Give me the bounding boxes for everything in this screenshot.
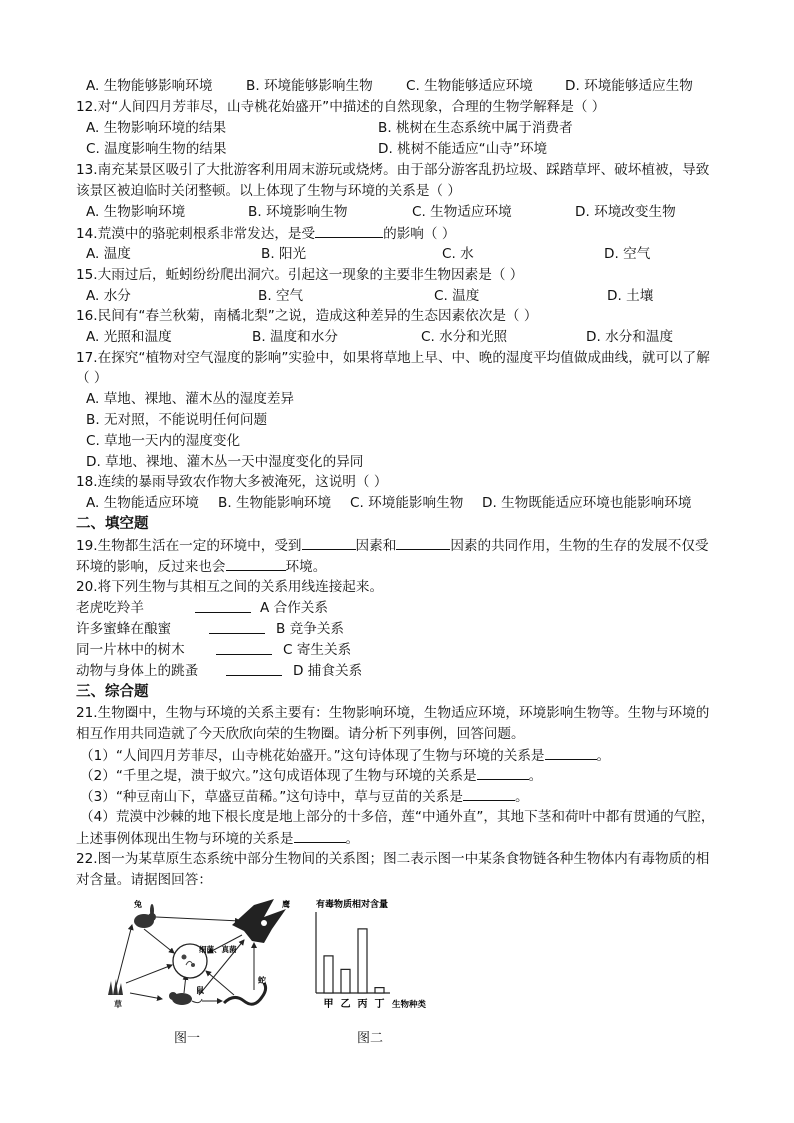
q20-item-1: 老虎吃羚羊 bbox=[76, 600, 144, 616]
microbe-dot bbox=[182, 955, 187, 960]
chart-title: 有毒物质相对含量 bbox=[316, 900, 389, 910]
q21-sub3-text: （3）“种豆南山下，草盛豆苗稀。”这句诗中，草与豆苗的关系是 bbox=[80, 789, 463, 805]
q19-line2-b: 环境。 bbox=[285, 559, 327, 575]
q20-item-4: 动物与身体上的跳蚤 bbox=[76, 663, 199, 679]
q21-sub1-end: 。 bbox=[596, 748, 611, 764]
q17-option-a: A. 草地、裸地、灌木丛的湿度差异 bbox=[86, 391, 295, 407]
bar-乙 bbox=[341, 969, 350, 993]
q13-option-d: D. 环境改变生物 bbox=[575, 204, 676, 220]
microbe-dot bbox=[191, 963, 195, 967]
q22-stem-line2: 对含量。请据图回答： bbox=[76, 872, 212, 888]
q19-line2-a: 环境的影响，反过来也会 bbox=[76, 559, 226, 575]
q21-sub2-text: （2）“千里之堤，溃于蚁穴。”这句成语体现了生物与环境的关系是 bbox=[80, 768, 477, 784]
q16-option-b: B. 温度和水分 bbox=[252, 329, 338, 345]
q21-blank-4[interactable] bbox=[294, 828, 346, 843]
q14-stem-b: 的影响（ ） bbox=[383, 226, 456, 242]
q20-relation-a: A 合作关系 bbox=[260, 600, 328, 616]
x-tick-label: 乙 bbox=[340, 999, 351, 1010]
x-tick-labels bbox=[324, 997, 385, 1010]
q13-option-a: A. 生物影响环境 bbox=[86, 204, 186, 220]
q17-option-d: D. 草地、裸地、灌木丛一天中湿度变化的异同 bbox=[86, 454, 364, 470]
q11-option-d: D. 环境能够适应生物 bbox=[565, 78, 693, 94]
arrow-grass-mouse bbox=[130, 993, 162, 999]
q18-option-a: A. 生物能适应环境 bbox=[86, 495, 199, 511]
q18-stem: 18.连续的暴雨导致农作物大多被淹死，这说明（ ） bbox=[76, 474, 388, 490]
q19-line1 bbox=[76, 535, 709, 556]
q22-stem-line1: 22.图一为某草原生态系统中部分生物间的关系图；图二表示图一中某条食物链各种生物体内有毒物质的相 bbox=[76, 851, 710, 867]
q19-line2 bbox=[76, 556, 326, 577]
mouse-label: 鼠 bbox=[196, 986, 204, 995]
eagle-label: 鹰 bbox=[282, 900, 290, 909]
q16-stem: 16.民间有“春兰秋菊，南橘北梨”之说，造成这种差异的生态因素依次是（ ） bbox=[76, 308, 538, 324]
x-axis-label: 生物种类 bbox=[392, 1000, 427, 1010]
section-fill-in-title: 二、填空题 bbox=[76, 516, 149, 532]
q15-stem: 15.大雨过后，蚯蚓纷纷爬出洞穴。引起这一现象的主要非生物因素是（ ） bbox=[76, 267, 524, 283]
snake-icon bbox=[224, 983, 266, 1004]
arrow-rabbit-eagle bbox=[156, 917, 240, 921]
q20-blank-1[interactable] bbox=[195, 598, 251, 613]
q17-stem-line1: 17.在探究“植物对空气湿度的影响”实验中，如果将草地上早、中、晚的湿度平均值做成曲线，就可以了解 bbox=[76, 350, 710, 366]
bar-丙 bbox=[358, 929, 367, 993]
q12-option-c: C. 温度影响生物的结果 bbox=[86, 141, 227, 157]
q20-relation-d: D 捕食关系 bbox=[293, 663, 363, 679]
q19-part-a: 19.生物都生活在一定的环境中，受到 bbox=[76, 538, 302, 554]
q13-option-c: C. 生物适应环境 bbox=[412, 204, 512, 220]
q21-stem-line1: 21.生物圈中，生物与环境的关系主要有：生物影响环境，生物适应环境，环境影响生物等。生物与环境的 bbox=[76, 705, 710, 721]
q13-stem-line1: 13.南充某景区吸引了大批游客利用周末游玩或烧烤。由于部分游客乱扔垃圾、踩踏草坪、破坏植被，导致 bbox=[76, 162, 710, 178]
q21-blank-1[interactable] bbox=[545, 745, 597, 760]
q12-stem: 12.对“人间四月芳菲尽，山寺桃花始盛开”中描述的自然现象，合理的生物学解释是（ ） bbox=[76, 99, 606, 115]
q19-blank-1[interactable] bbox=[302, 535, 356, 550]
q19-blank-3[interactable] bbox=[226, 556, 286, 571]
q21-sub2-end: 。 bbox=[528, 768, 543, 784]
grass-label: 草 bbox=[114, 1000, 122, 1009]
bar-丁 bbox=[375, 988, 384, 993]
q19-part-c: 因素的共同作用，生物的生存的发展不仅受 bbox=[450, 538, 709, 554]
q17-stem-line2: （ ） bbox=[76, 370, 108, 386]
q21-blank-2[interactable] bbox=[477, 765, 529, 780]
q12-option-d: D. 桃树不能适应“山寺”环境 bbox=[378, 141, 548, 157]
arrow-grass-decomposer bbox=[126, 965, 172, 983]
q15-option-b: B. 空气 bbox=[258, 288, 304, 304]
q20-item-3: 同一片林中的树木 bbox=[76, 642, 185, 658]
snake-label: 蛇 bbox=[258, 976, 266, 985]
q16-option-c: C. 水分和光照 bbox=[421, 329, 508, 345]
x-tick-label: 甲 bbox=[323, 999, 334, 1010]
q12-option-b: B. 桃树在生态系统中属于消费者 bbox=[378, 120, 573, 136]
q21-sub4-line1: （4）荒漠中沙棘的地下根长度是地上部分的十多倍，莲“中通外直”，其地下茎和荷叶中都有贯通的气腔， bbox=[80, 809, 715, 825]
q21-blank-3[interactable] bbox=[463, 786, 515, 801]
q21-sub4-text: 上述事例体现出生物与环境的关系是 bbox=[76, 831, 294, 847]
q21-sub2 bbox=[80, 765, 542, 786]
figure1-caption: 图一 bbox=[174, 1031, 201, 1046]
q13-option-b: B. 环境影响生物 bbox=[248, 204, 348, 220]
q17-option-c: C. 草地一天内的湿度变化 bbox=[86, 433, 241, 449]
rabbit-label: 兔 bbox=[134, 900, 142, 909]
q20-stem: 20.将下列生物与其相互之间的关系用线连接起来。 bbox=[76, 579, 384, 595]
q21-stem-line2: 相互作用共同造就了今天欣欣向荣的生物圈。请分析下列事例，回答问题。 bbox=[76, 726, 525, 742]
q19-part-b: 因素和 bbox=[355, 538, 397, 554]
q12-option-a: A. 生物影响环境的结果 bbox=[86, 120, 227, 136]
q18-option-b: B. 生物能影响环境 bbox=[218, 495, 332, 511]
x-tick-label: 丁 bbox=[374, 999, 385, 1010]
food-web-figure bbox=[104, 895, 314, 1010]
q14-blank[interactable] bbox=[315, 223, 383, 238]
grass-icon bbox=[108, 979, 123, 995]
q15-option-d: D. 土壤 bbox=[607, 288, 654, 304]
q21-sub1 bbox=[80, 745, 610, 766]
q14-stem-a: 14.荒漠中的骆驼刺根系非常发达，是受 bbox=[76, 226, 316, 242]
q21-sub1-text: （1）“人间四月芳菲尽，山寺桃花始盛开。”这句诗体现了生物与环境的关系是 bbox=[80, 748, 545, 764]
q20-blank-2[interactable] bbox=[209, 619, 265, 634]
q16-option-d: D. 水分和温度 bbox=[586, 329, 674, 345]
q18-option-c: C. 环境能影响生物 bbox=[350, 495, 464, 511]
q20-blank-4[interactable] bbox=[226, 661, 282, 676]
bars-group bbox=[324, 929, 384, 993]
q21-sub4-line2 bbox=[76, 828, 359, 849]
q21-sub3-end: 。 bbox=[514, 789, 529, 805]
q20-relation-c: C 寄生关系 bbox=[283, 642, 352, 658]
arrow-grass-rabbit bbox=[116, 925, 132, 987]
q14-stem bbox=[76, 223, 455, 244]
arrow-snake-decomposer bbox=[206, 971, 234, 995]
x-tick-label: 丙 bbox=[357, 999, 368, 1010]
q17-option-b: B. 无对照，不能说明任何问题 bbox=[86, 412, 268, 428]
q18-option-d: D. 生物既能适应环境也能影响环境 bbox=[482, 495, 692, 511]
q21-sub3 bbox=[80, 786, 529, 807]
q20-relation-b: B 竞争关系 bbox=[276, 621, 345, 637]
q16-option-a: A. 光照和温度 bbox=[86, 329, 172, 345]
section-comprehensive-title: 三、综合题 bbox=[76, 684, 149, 700]
decomposer-label: 细菌、真菌 bbox=[199, 945, 237, 954]
q15-option-a: A. 水分 bbox=[86, 288, 131, 304]
q20-blank-3[interactable] bbox=[216, 640, 272, 655]
q11-option-c: C. 生物能够适应环境 bbox=[406, 78, 533, 94]
arrow-rabbit-decomposer bbox=[144, 929, 174, 953]
q14-option-d: D. 空气 bbox=[604, 246, 651, 262]
toxin-bar-chart bbox=[306, 895, 456, 1015]
q20-item-2: 许多蜜蜂在酿蜜 bbox=[76, 621, 172, 637]
q14-option-b: B. 阳光 bbox=[261, 246, 307, 262]
q11-option-a: A. 生物能够影响环境 bbox=[86, 78, 213, 94]
bar-甲 bbox=[324, 956, 333, 993]
q14-option-a: A. 温度 bbox=[86, 246, 131, 262]
q19-blank-2[interactable] bbox=[396, 535, 450, 550]
q13-stem-line2: 该景区被迫临时关闭整顿。以上体现了生物与环境的关系是（ ） bbox=[76, 183, 461, 199]
q14-option-c: C. 水 bbox=[442, 246, 474, 262]
q15-option-c: C. 温度 bbox=[434, 288, 480, 304]
q21-sub4-end: 。 bbox=[345, 831, 360, 847]
q11-option-b: B. 环境能够影响生物 bbox=[246, 78, 373, 94]
figure2-caption: 图二 bbox=[357, 1031, 384, 1046]
